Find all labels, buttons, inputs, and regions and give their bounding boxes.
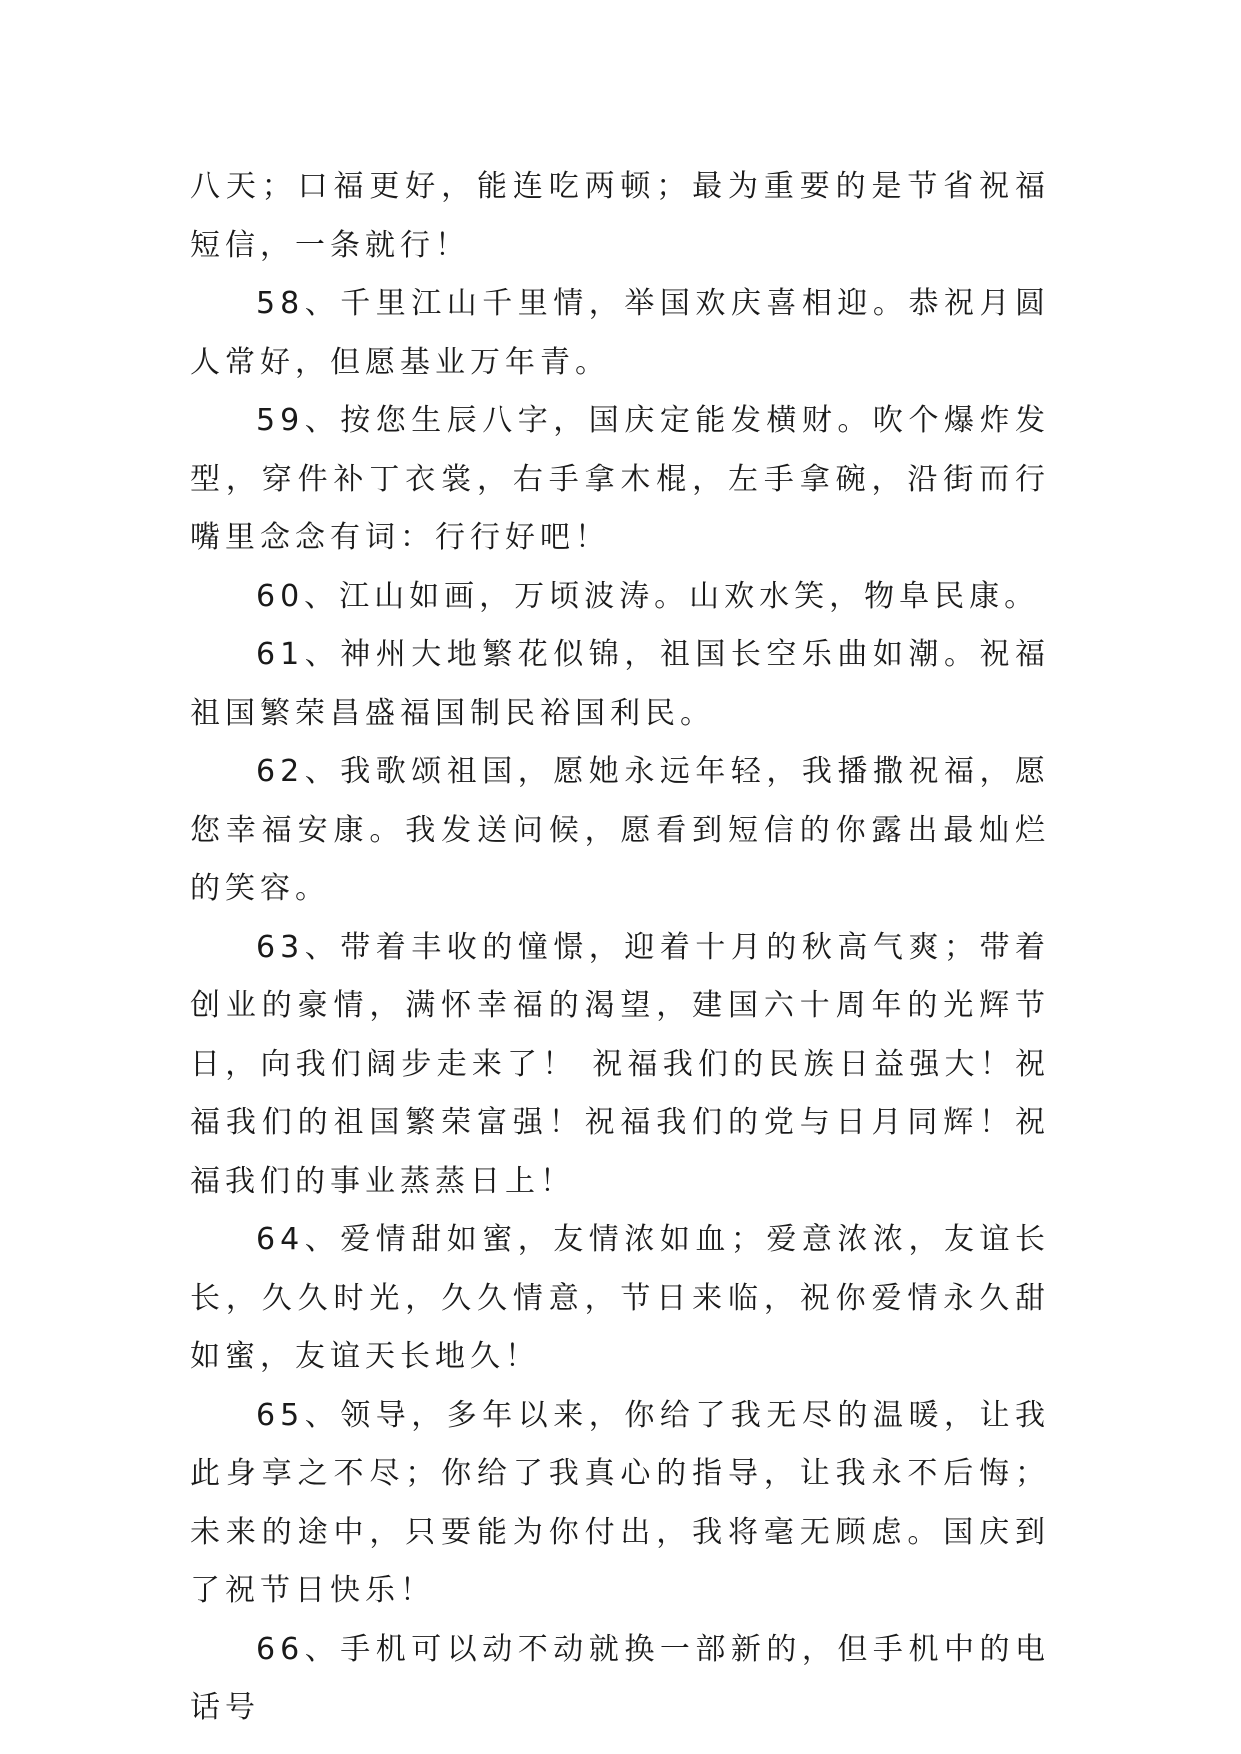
paragraph-61: 61、神州大地繁花似锦，祖国长空乐曲如潮。祝福祖国繁荣昌盛福国制民裕国利民。 [190,637,1050,731]
paragraph-58: 58、千里江山千里情，举国欢庆喜相迎。恭祝月圆人常好，但愿基业万年青。 [190,286,1050,380]
paragraph-63: 63、带着丰收的憧憬，迎着十月的秋高气爽；带着创业的豪情，满怀幸福的渴望，建国六十周年的光辉节日，向我们阔步走来了！ 祝福我们的民族日益强大！祝福我们的祖国繁荣富强！祝福我们的党与日月同辉！祝福我们的事业蒸蒸日上！ [190,929,1050,1199]
paragraph-62: 62、我歌颂祖国，愿她永远年轻，我播撒祝福，愿您幸福安康。我发送问候，愿看到短信的你露出最灿烂的笑容。 [190,754,1050,906]
paragraph-64: 64、爱情甜如蜜，友情浓如血；爱意浓浓，友谊长长，久久时光，久久情意，节日来临，祝你爱情永久甜如蜜，友谊天长地久！ [190,1222,1050,1374]
paragraph-66: 66、手机可以动不动就换一部新的，但手机中的电话号 [190,1631,1050,1725]
paragraph-57-continued: 八天；口福更好，能连吃两顿；最为重要的是节省祝福短信，一条就行！ [190,169,1050,263]
paragraph-60: 60、江山如画，万顷波涛。山欢水笑，物阜民康。 [256,578,1040,614]
paragraph-59: 59、按您生辰八字，国庆定能发横财。吹个爆炸发型，穿件补丁衣裳，右手拿木棍，左手拿碗，沿街而行嘴里念念有词：行行好吧！ [190,403,1050,555]
paragraph-65: 65、领导，多年以来，你给了我无尽的温暖，让我此身享之不尽；你给了我真心的指导，让我永不后悔；未来的途中，只要能为你付出，我将毫无顾虑。国庆到了祝节日快乐！ [190,1397,1050,1608]
document-body [190,158,1050,1738]
